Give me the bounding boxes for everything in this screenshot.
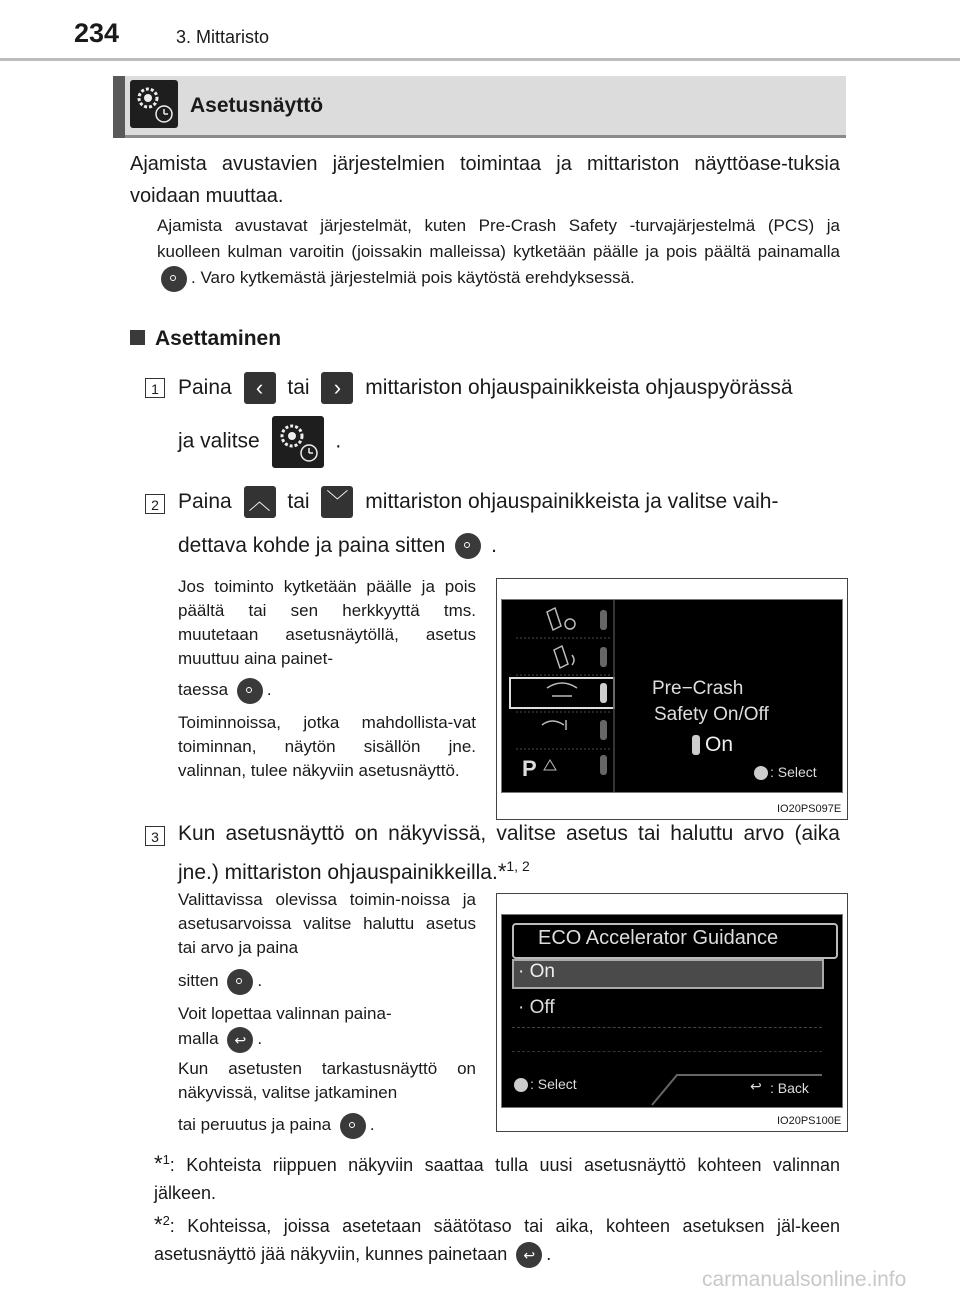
step-1-text: . bbox=[335, 429, 342, 453]
step-2-text: Paina bbox=[178, 490, 232, 513]
svg-text:P: P bbox=[522, 756, 537, 781]
figure-pcs-screen bbox=[496, 578, 848, 820]
chapter-title: 3. Mittaristo bbox=[176, 27, 270, 47]
footnote-number: 1 bbox=[162, 1152, 170, 1167]
back-button-icon: ↩ bbox=[227, 1027, 253, 1053]
settings-gear-icon bbox=[272, 416, 324, 468]
step-number-1: 1 bbox=[145, 378, 165, 398]
note-text: sitten bbox=[178, 971, 219, 990]
ok-button-icon bbox=[237, 678, 263, 704]
option-on: · On bbox=[518, 961, 555, 982]
step-1-text: mittariston ohjauspainikkeista ohjauspyörässä bbox=[365, 376, 793, 399]
step-1-text: Paina bbox=[178, 376, 232, 399]
step-1-line-2 bbox=[178, 416, 341, 468]
chevron-right-icon: › bbox=[321, 372, 353, 404]
select-dial-icon bbox=[514, 1078, 528, 1092]
step-3-note-b-line bbox=[178, 1026, 262, 1053]
figure-eco-screen bbox=[496, 893, 848, 1132]
step-2-note-b: Toiminnoissa, jotka mahdollista-vat toiminnan, näytön sisällön jne. valinnan, tulee näkyviin asetusnäyttö. bbox=[178, 713, 476, 780]
step-3-paragraph: Kun asetusnäyttö on näkyvissä, valitse asetus tai haluttu arvo (aika jne.) mittariston ohjauspainikkeilla.*$^{1, 2}$ bbox=[178, 822, 840, 884]
option-off: · Off bbox=[518, 997, 555, 1018]
chevron-down-icon: ﹀ bbox=[321, 486, 353, 518]
intro-paragraph: Ajamista avustavien järjestelmien toimintaa ja mittariston näyttöase-tuksia voidaan muuttaa. bbox=[130, 153, 840, 207]
select-label: : Select bbox=[770, 764, 817, 780]
footnote-text: : Kohteista riippuen näkyviin saattaa tulla uusi asetusnäyttö kohteen valinnan jälkeen. bbox=[154, 1155, 840, 1203]
note-text: malla bbox=[178, 1029, 219, 1048]
step-number-3: 3 bbox=[145, 826, 165, 846]
footnote-mark: * bbox=[154, 1151, 163, 1176]
back-arrow-icon: ↩ bbox=[750, 1078, 762, 1094]
note-text: Jos toiminto kytketään päälle ja pois päältä tai sen herkkyyttä tms. muutetaan asetusnäytöllä, asetus muuttuu aina painet- bbox=[178, 577, 476, 668]
meter-display bbox=[501, 599, 843, 793]
footnote-mark: * bbox=[154, 1212, 163, 1237]
step-2-text: tai bbox=[287, 490, 310, 513]
pcs-title-line-2: Safety On/Off bbox=[654, 704, 769, 725]
footnote-2: *$^2$: Kohteissa, joissa asetetaan säätötaso tai aika, kohteen asetuksen jäl-keen asetusnäyttö jää näkyviin, kunnes painetaan ↩ . bbox=[154, 1207, 840, 1268]
step-1-text: tai bbox=[287, 376, 310, 399]
note-text: . bbox=[257, 971, 263, 990]
settings-gear-icon bbox=[130, 80, 178, 128]
watermark: carmanualsonline.info bbox=[702, 1268, 907, 1291]
step-3-note-c-line bbox=[178, 1112, 375, 1139]
eco-title: ECO Accelerator Guidance bbox=[538, 927, 779, 949]
step-3-note-b: Voit lopettaa valinnan paina- bbox=[178, 1004, 392, 1023]
header-divider bbox=[0, 58, 960, 61]
page-number: 234 bbox=[74, 18, 120, 48]
toggle-switch-icon bbox=[692, 735, 700, 755]
pcs-state-text: On bbox=[705, 733, 734, 756]
subheading bbox=[130, 327, 281, 351]
step-number-2: 2 bbox=[145, 494, 165, 514]
step-3-note-c: Kun asetusten tarkastusnäyttö on näkyvissä, valitse jatkaminen bbox=[178, 1059, 476, 1102]
note-text-before: Ajamista avustavat järjestelmät, kuten Pre-Crash Safety -turvajärjestelmä (PCS) ja kuolleen kulman varoitin (joissakin malleissa) kytketään päälle ja pois päältä painamalla bbox=[157, 216, 840, 261]
pcs-title-line-1: Pre−Crash bbox=[652, 678, 744, 699]
step-2-line-1 bbox=[178, 486, 840, 518]
subheading-text: Asettaminen bbox=[155, 327, 282, 350]
figure-code: IO20PS100E bbox=[777, 1115, 842, 1127]
step-2-line-2 bbox=[178, 530, 497, 562]
ok-button-icon bbox=[340, 1113, 366, 1139]
step-2-note-a-line bbox=[178, 677, 272, 704]
footnote-text: : Kohteissa, joissa asetetaan säätötaso tai aika, kohteen asetuksen jäl-keen asetusnäyttö jää näkyviin, kunnes painetaan bbox=[154, 1216, 840, 1264]
select-label: : Select bbox=[530, 1076, 577, 1092]
chevron-left-icon: ‹ bbox=[244, 372, 276, 404]
note-paragraph bbox=[157, 213, 840, 292]
step-3-note-a-line bbox=[178, 968, 262, 995]
footnote-ref: 1, 2 bbox=[506, 858, 530, 874]
back-button-icon: ↩ bbox=[516, 1242, 542, 1268]
step-2-note-a bbox=[178, 575, 476, 671]
figure-code: IO20PS097E bbox=[777, 803, 842, 815]
ok-button-icon bbox=[227, 969, 253, 995]
step-3-note-a: Valittavissa olevissa toimin-noissa ja asetusarvoissa valitse haluttu asetus tai arvo ja paina bbox=[178, 890, 476, 957]
footnote-number: 2 bbox=[162, 1213, 170, 1228]
chevron-up-icon: ︿ bbox=[244, 486, 276, 518]
step-1-line-1 bbox=[178, 372, 840, 404]
note-text: . bbox=[369, 1115, 375, 1134]
ok-button-icon bbox=[161, 266, 187, 292]
step-3-text: Kun asetusnäyttö on näkyvissä, valitse asetus tai haluttu arvo (aika jne.) mittariston ohjauspainikkeilla. bbox=[178, 822, 840, 884]
step-2-text: dettava kohde ja paina sitten bbox=[178, 534, 446, 557]
note-text: taessa bbox=[178, 680, 229, 699]
note-text-after: . Varo kytkemästä järjestelmiä pois käytöstä erehdyksessä. bbox=[191, 268, 635, 287]
meter-display bbox=[501, 914, 843, 1108]
note-text: tai peruutus ja paina bbox=[178, 1115, 332, 1134]
section-heading-bar bbox=[113, 76, 125, 138]
step-2-text: . bbox=[491, 534, 497, 557]
step-1-text: ja valitse bbox=[178, 429, 260, 453]
square-bullet-icon bbox=[130, 330, 145, 345]
note-text: . bbox=[257, 1029, 263, 1048]
select-dial-icon bbox=[754, 766, 768, 780]
footnote-1 bbox=[154, 1146, 840, 1207]
note-text: . bbox=[266, 680, 272, 699]
section-title: Asetusnäyttö bbox=[190, 94, 324, 117]
back-label: : Back bbox=[770, 1080, 809, 1096]
step-2-text: mittariston ohjauspainikkeista ja valitse vaih- bbox=[365, 490, 779, 513]
ok-button-icon bbox=[455, 533, 481, 559]
